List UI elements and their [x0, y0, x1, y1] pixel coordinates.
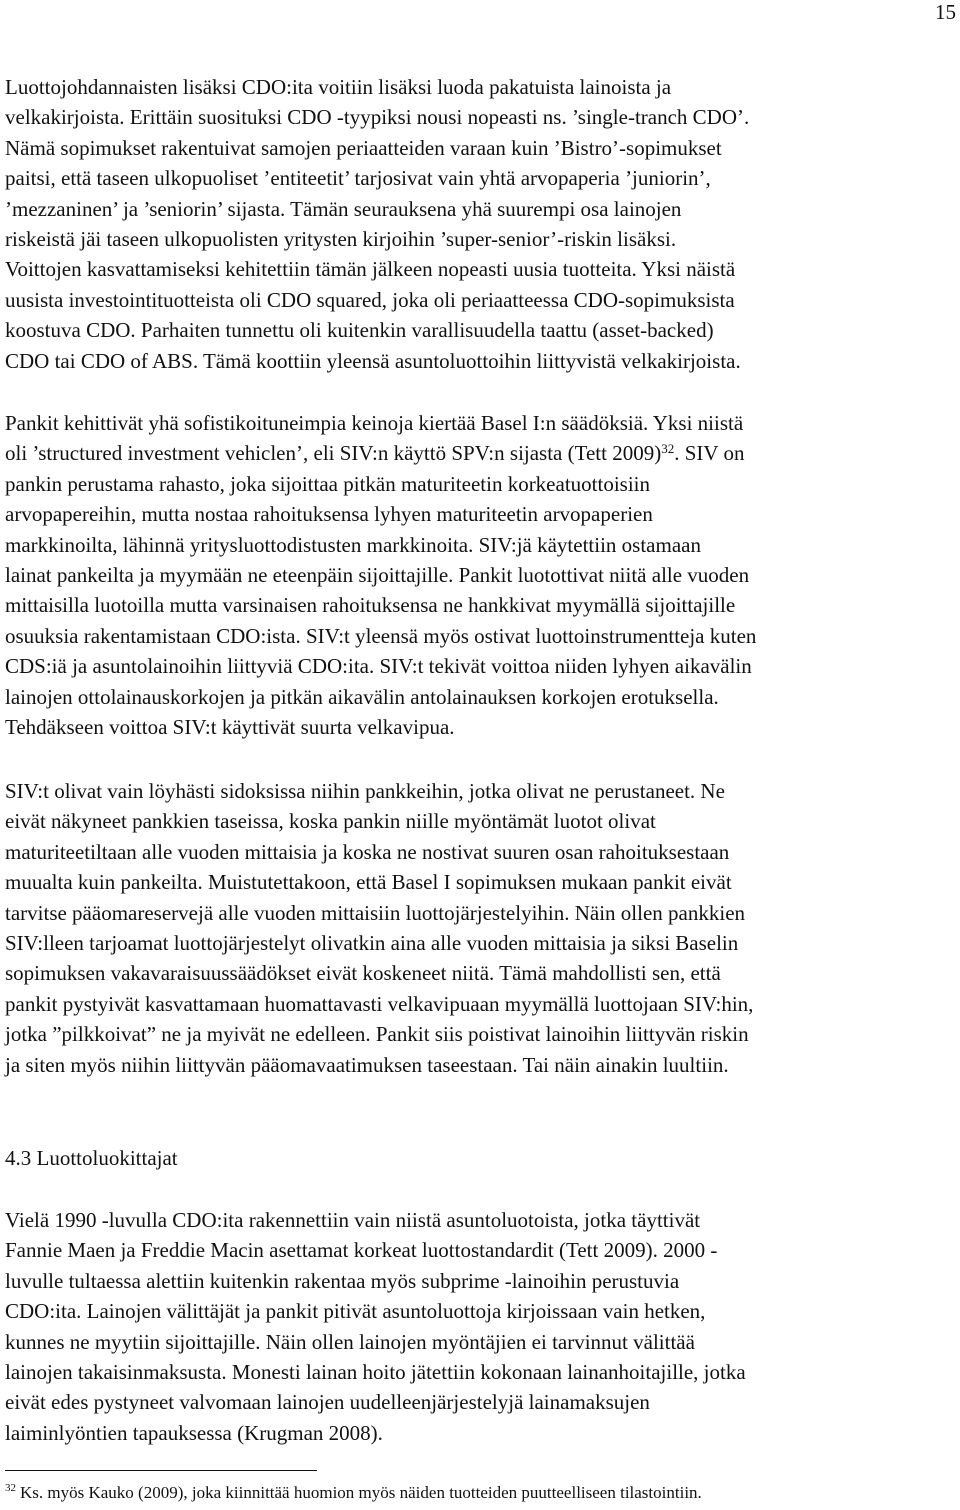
text-line: Tehdäkseen voittoa SIV:t käyttivät suurta velkavipua.: [5, 715, 455, 740]
text-line: ja siten myös niihin liittyvän pääomavaatimuksen taseestaan. Tai näin ainakin luultiin.: [5, 1052, 729, 1077]
text-line: Vielä 1990 -luvulla CDO:ita rakennettiin vain niistä asuntoluotoista, jotka täyttivät: [5, 1208, 701, 1232]
text-line: uusista investointituotteista oli CDO squared, joka oli periaatteessa CDO-sopimuksista: [5, 287, 735, 312]
paragraph-siv: [5, 408, 756, 742]
text-line: eivät edes pystyneet valvomaan lainojen uudelleenjärjestelyjä lainamaksujen: [5, 1390, 650, 1415]
section-heading: 4.3 Luottoluokittajat: [5, 1146, 178, 1170]
text-line: Pankit kehittivät yhä sofistikoituneimpia keinoja kiertää Basel I:n säädöksiä. Yksi niistä: [5, 411, 744, 435]
text-line: Fannie Maen ja Freddie Macin asettamat korkeat luottostandardit (Tett 2009). 2000 -: [5, 1238, 718, 1263]
text-segment: . SIV on: [674, 441, 745, 466]
text-line: ’mezzaninen’ ja ’seniorin’ sijasta. Tämän seurauksena yhä suurempi osa lainojen: [5, 196, 682, 221]
text-line: lainojen takaisinmaksusta. Monesti lainan hoito jätettiin kokonaan lainanhoitajille, jotka: [5, 1360, 746, 1385]
footnote-text: Ks. myös Kauko (2009), joka kiinnittää huomion myös näiden tuotteiden puutteelliseen tilastointiin.: [20, 1483, 702, 1502]
paragraph-cdo-intro: [5, 72, 749, 376]
text-line: kunnes ne myytiin sijoittajille. Näin ollen lainojen myöntäjien ei tarvinnut välittää: [5, 1329, 695, 1354]
footnote-divider: [5, 1470, 317, 1471]
text-segment: oli ’structured investment vehiclen’, eli SIV:n käyttö SPV:n sijasta (Tett 2009): [5, 441, 662, 466]
text-line: lainojen ottolainauskorkojen ja pitkän aikavälin antolainauksen korkojen erotuksella.: [5, 684, 719, 709]
text-line: sopimuksen vakavaraisuussäädökset eivät koskeneet niitä. Tämä mahdollisti sen, että: [5, 961, 721, 986]
text-line: Luottojohdannaisten lisäksi CDO:ita voitiin lisäksi luoda pakatuista lainoista ja: [5, 75, 672, 99]
paragraph-credit-raters: [5, 1205, 746, 1448]
text-line: laiminlyöntien tapauksessa (Krugman 2008).: [5, 1420, 383, 1445]
text-line: mittaisilla luotoilla mutta varsinaisen rahoituksensa ne hankkivat myymällä sijoittajille: [5, 593, 736, 618]
text-line: eivät näkyneet pankkien taseissa, koska pankin niille myöntämät luotot olivat: [5, 809, 656, 834]
text-line: SIV:t olivat vain löyhästi sidoksissa niihin pankkeihin, jotka olivat ne perustaneet. Ne: [5, 779, 725, 803]
page-number: 15: [935, 0, 956, 24]
text-line: lainat pankeilta ja myymään ne eteenpäin sijoittajille. Pankit luotottivat niitä alle vuoden: [5, 563, 750, 588]
footnote-reference: 32: [661, 441, 675, 457]
text-line: paitsi, että taseen ulkopuoliset ’entiteetit’ tarjosivat vain yhtä arvopaperia ’juniorin’,: [5, 166, 711, 191]
text-line: jotka ”pilkkoivat” ne ja myivät ne edelleen. Pankit siis poistivat lainoihin liittyvän riskin: [5, 1022, 749, 1047]
text-line: tarvitse pääomareservejä alle vuoden mittaisiin luottojärjestelyihin. Näin ollen pankkien: [5, 900, 746, 925]
text-line-with-footnote: [5, 438, 756, 468]
text-line: SIV:lleen tarjoamat luottojärjestelyt olivatkin aina alle vuoden mittaisia ja siksi Baselin: [5, 931, 739, 956]
text-line: CDO tai CDO of ABS. Tämä koottiin yleensä asuntoluottoihin liittyvistä velkakirjoista.: [5, 348, 741, 373]
text-line: pankit pystyivät kasvattamaan huomattavasti velkavipuaan myymällä luottojaan SIV:hin,: [5, 991, 754, 1016]
text-line: muualta kuin pankeilta. Muistutettakoon, että Basel I sopimuksen mukaan pankit eivät: [5, 870, 732, 895]
text-line: riskeistä jäi taseen ulkopuolisten yritysten kirjoihin ’super-senior’-riskin lisäksi.: [5, 227, 677, 252]
text-line: Nämä sopimukset rakentuivat samojen periaatteiden varaan kuin ’Bistro’-sopimukset: [5, 135, 722, 160]
text-line: osuuksia rakentamistaan CDO:ista. SIV:t yleensä myös ostivat luottoinstrumentteja kuten: [5, 623, 757, 648]
text-line: CDO:ita. Lainojen välittäjät ja pankit pitivät asuntoluottoja kirjoissaan vain hetken,: [5, 1299, 706, 1324]
text-line: arvopapereihin, mutta nostaa rahoituksensa lyhyen maturiteetin arvopaperien: [5, 502, 653, 527]
footnote: [5, 1482, 702, 1504]
paragraph-siv-banks: [5, 776, 753, 1080]
text-line: markkinoilta, lähinnä yritysluottodistusten markkinoita. SIV:jä käytettiin ostamaan: [5, 532, 701, 557]
text-line: CDS:iä ja asuntolainoihin liittyviä CDO:ita. SIV:t tekivät voittoa niiden lyhyen aikavälin: [5, 654, 752, 679]
text-line: pankin perustama rahasto, joka sijoittaa pitkän maturiteetin korkeatuottoisiin: [5, 471, 651, 496]
footnote-number: 32: [5, 1482, 16, 1494]
text-line: koostuva CDO. Parhaiten tunnettu oli kuitenkin varallisuudella taattu (asset-backed): [5, 318, 714, 343]
text-line: maturiteetiltaan alle vuoden mittaisia ja koska ne nostivat suuren osan rahoituksestaan: [5, 839, 730, 864]
text-line: luvulle tultaessa alettiin kuitenkin rakentaa myös subprime -lainoihin perustuvia: [5, 1268, 680, 1293]
text-line: Voittojen kasvattamiseksi kehitettiin tämän jälkeen nopeasti uusia tuotteita. Yksi näistä: [5, 257, 736, 282]
text-line: velkakirjoista. Erittäin suosituksi CDO -tyypiksi nousi nopeasti ns. ’single-tranch CDO’.: [5, 105, 750, 130]
